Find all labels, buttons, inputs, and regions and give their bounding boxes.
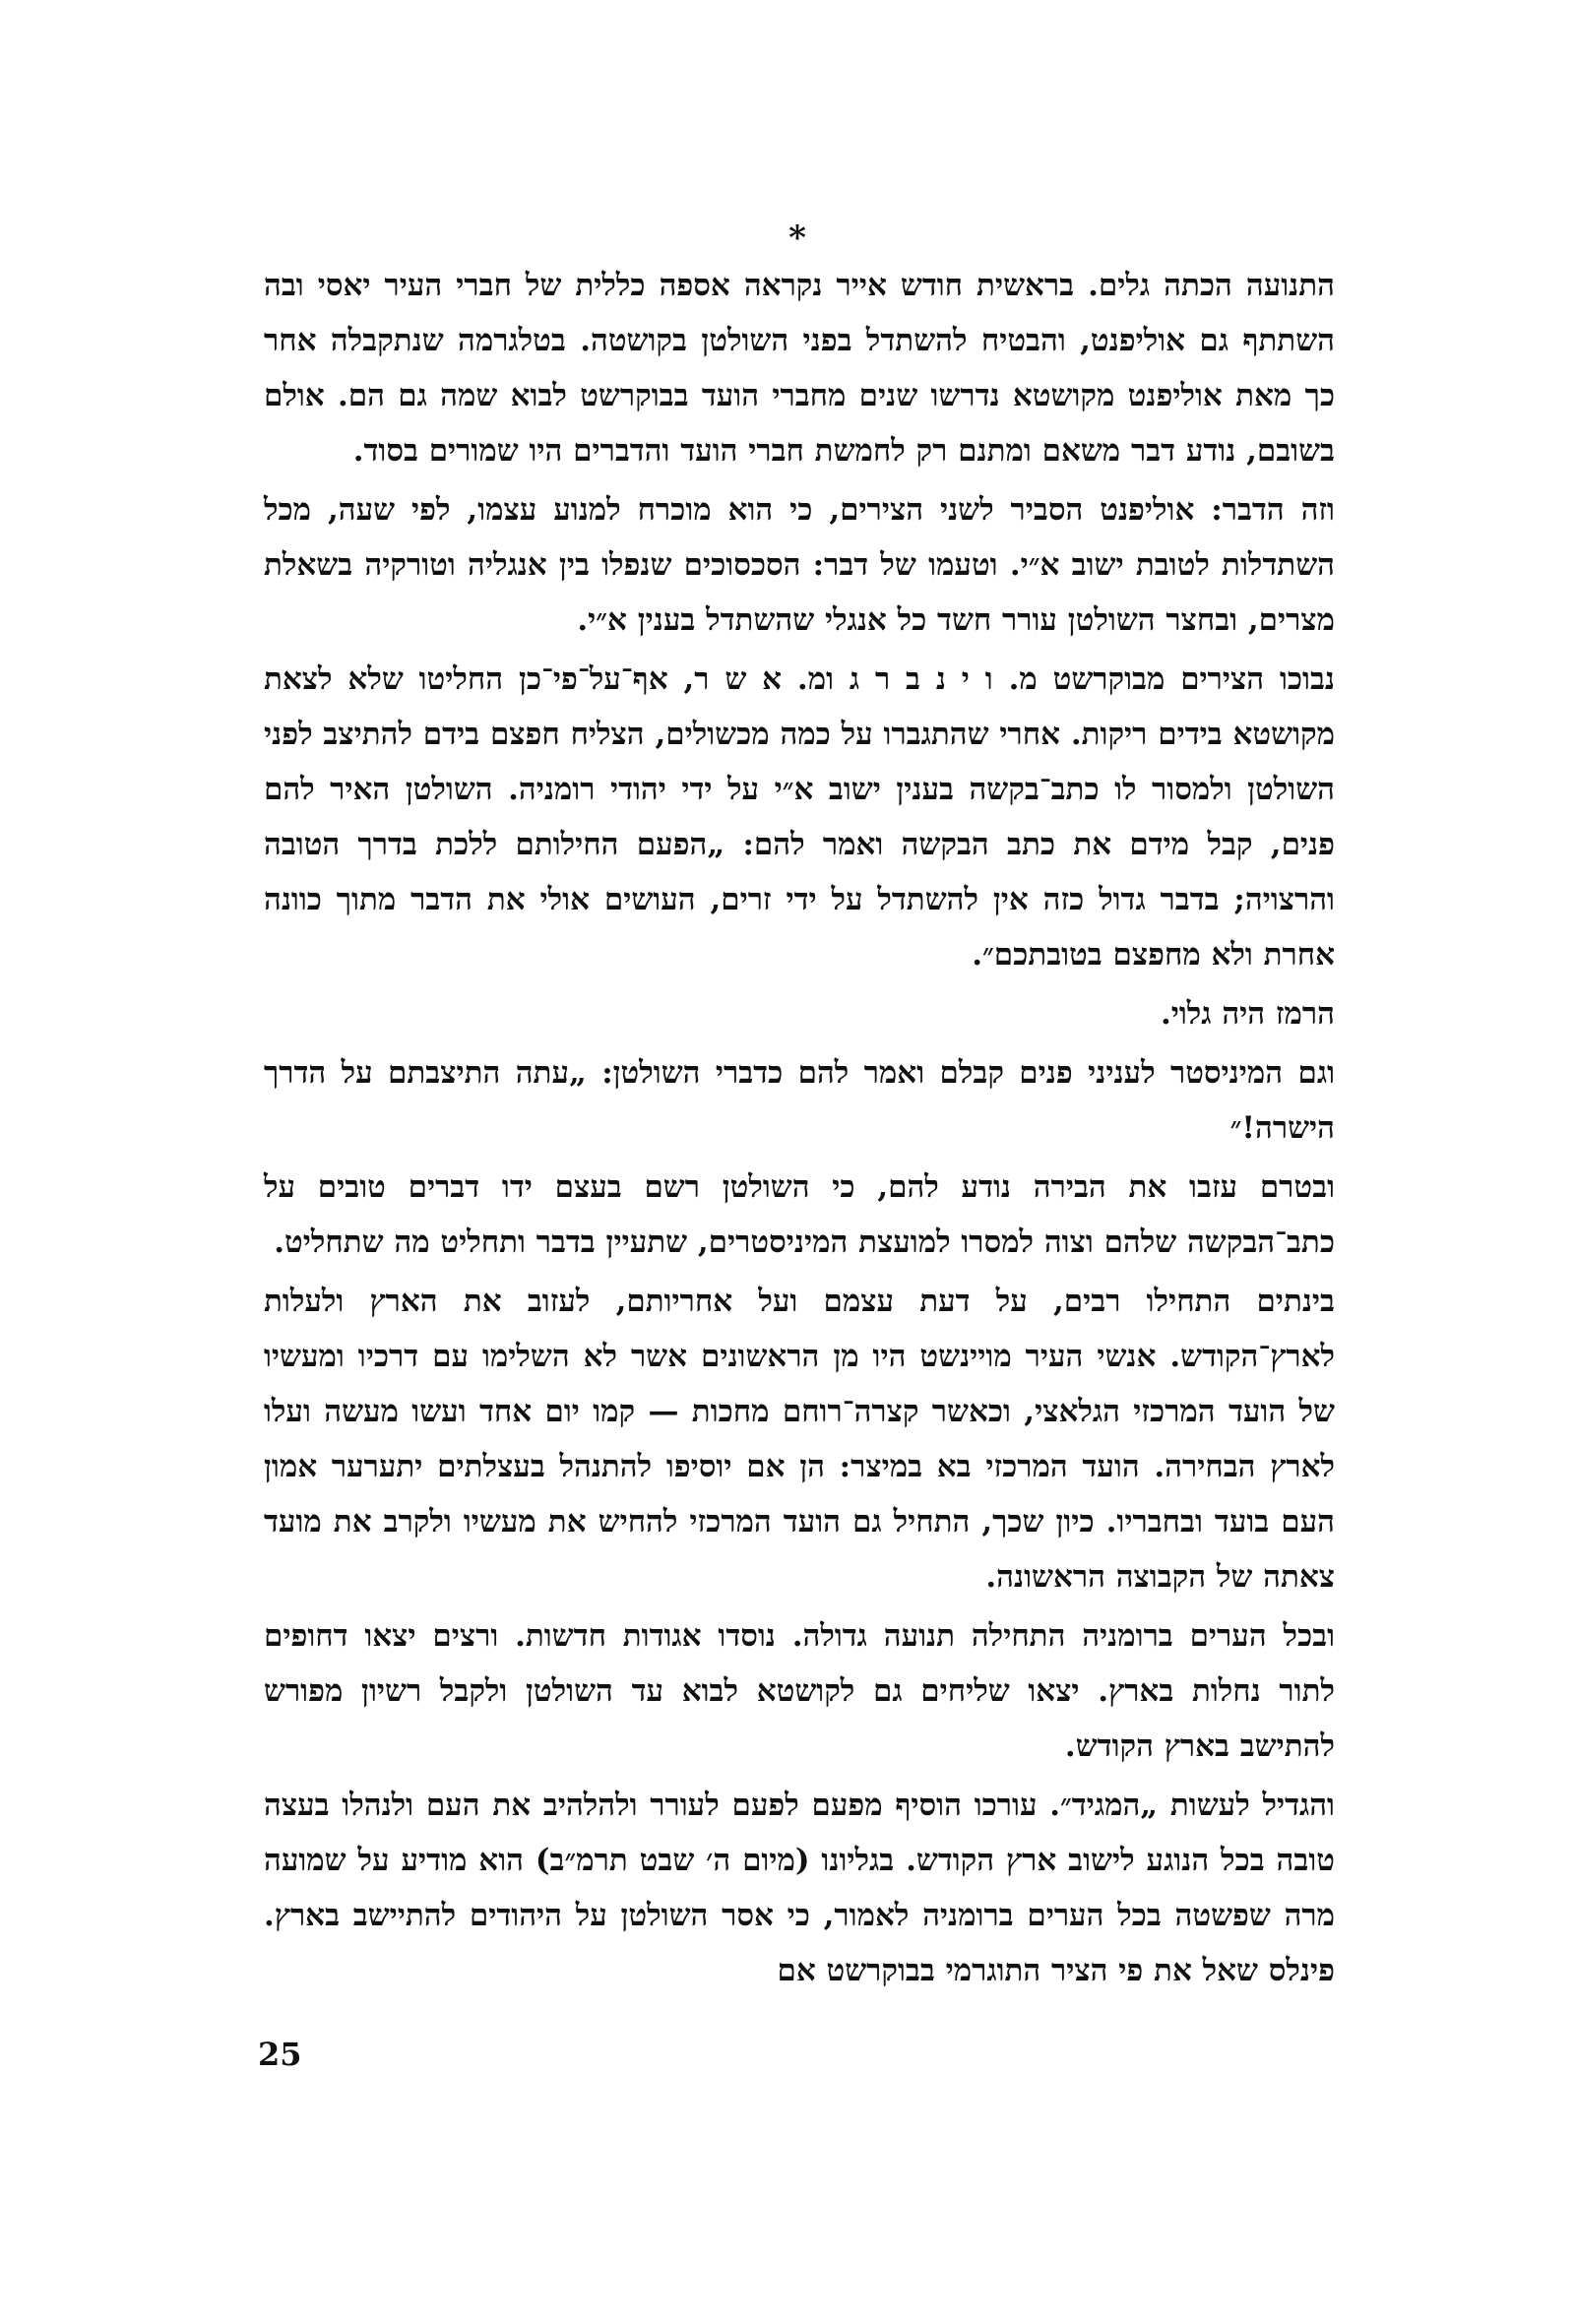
paragraph-4: הרמז היה גלוי. (1160, 996, 1335, 1032)
page-number: 25 (258, 2036, 302, 2073)
paragraph-2: וזה הדבר: אוליפנט הסביר לשני הצירים, כי הוא מוכרח למנוע עצמו, לפי שעה, מכל השתדלות לטובת ישוב א״י. וטעמו של דבר: הסכסוכים שנפלו בין אנגליה וטורקיה בשאלת מצרים, ובחצר השולטן עורר חשד כל אנגלי שהשתדל בענין א״י. (264, 492, 1335, 638)
paragraph-6: ובטרם עזבו את הבירה נודע להם, כי השולטן רשם בעצם ידו דברים טובים על כתב־הבקשה שלהם וצוה למסרו למועצת המיניסטרים, שתעיין בדבר ותחליט מה שתחליט. (264, 1169, 1335, 1260)
paragraph-5: וגם המיניסטר לעניני פנים קבלם ואמר להם כדברי השולטן: „עתה התיצבתם על הדרך הישרה!״ (264, 1055, 1335, 1146)
section-separator: * (788, 219, 806, 258)
body-text (264, 258, 1335, 2002)
paragraph-3: נבוכו הצירים מבוקרשט מ. ו י נ ב ר ג ומ. א ש ר, אף־על־פי־כן החליטו שלא לצאת מקושטא בידים ריקות. אחרי שהתגברו על כמה מכשולים, הצליח חפצם בידם להתיצב לפני השולטן ולמסור לו כתב־בקשה בענין ישוב א״י על ידי יהודי רומניה. השולטן האיר להם פנים, קבל מידם את כתב הבקשה ואמר להם: „הפעם החילותם ללכת בדרך הטובה והרצויה; בדבר גדול כזה אין להשתדל על ידי זרים, העושים אולי את הדבר מתוך כוונה אחרת ולא מחפצם בטובתכם״. (264, 661, 1335, 973)
paragraph-1: התנועה הכתה גלים. בראשית חודש אייר נקראה אספה כללית של חברי העיר יאסי ובה השתתף גם אוליפנט, והבטיח להשתדל בפני השולטן בקושטה. בטלגרמה שנתקבלה אחר כך מאת אוליפנט מקושטא נדרשו שנים מחברי הועד בבוקרשט לבוא שמה גם הם. אולם בשובם, נודע דבר משאם ומתנם רק לחמשת חברי הועד והדברים היו שמורים בסוד. (264, 268, 1335, 469)
paragraph-7: בינתים התחילו רבים, על דעת עצמם ועל אחריותם, לעזוב את הארץ ולעלות לארץ־הקודש. אנשי העיר מויינשט היו מן הראשונים אשר לא השלימו עם דרכיו ומעשיו של הועד המרכזי הגלאצי, וכאשר קצרה־רוחם מחכות — קמו יום אחד ועשו מעשה ועלו לארץ הבחירה. הועד המרכזי בא במיצר: הן אם יוסיפו להתנהל בעצלתים יתערער אמון העם בועד ובחבריו. כיון שכך, התחיל גם הועד המרכזי להחיש את מעשיו ולקרב את מועד צאתה של הקבוצה הראשונה. (264, 1284, 1335, 1595)
paragraph-9: והגדיל לעשות „המגיד״. עורכו הוסיף מפעם לפעם לעורר ולהלהיב את העם ולנהלו בעצה טובה בכל הנוגע לישוב ארץ הקודש. בגליונו (מיום ה׳ שבט תרמ״ב) הוא מודיע על שמועה מרה שפשטה בכל הערים ברומניה לאמור, כי אסר השולטן על היהודים להתיישב בארץ. פינלס שאל את פי הציר התוגרמי בבוקרשט אם (264, 1788, 1335, 1988)
paragraph-8: ובכל הערים ברומניה התחילה תנועה גדולה. נוסדו אגודות חדשות. ורצים יצאו דחופים לתור נחלות בארץ. יצאו שליחים גם לקושטא לבוא עד השולטן ולקבל רשיון מפורש להתישב בארץ הקודש. (264, 1618, 1335, 1764)
